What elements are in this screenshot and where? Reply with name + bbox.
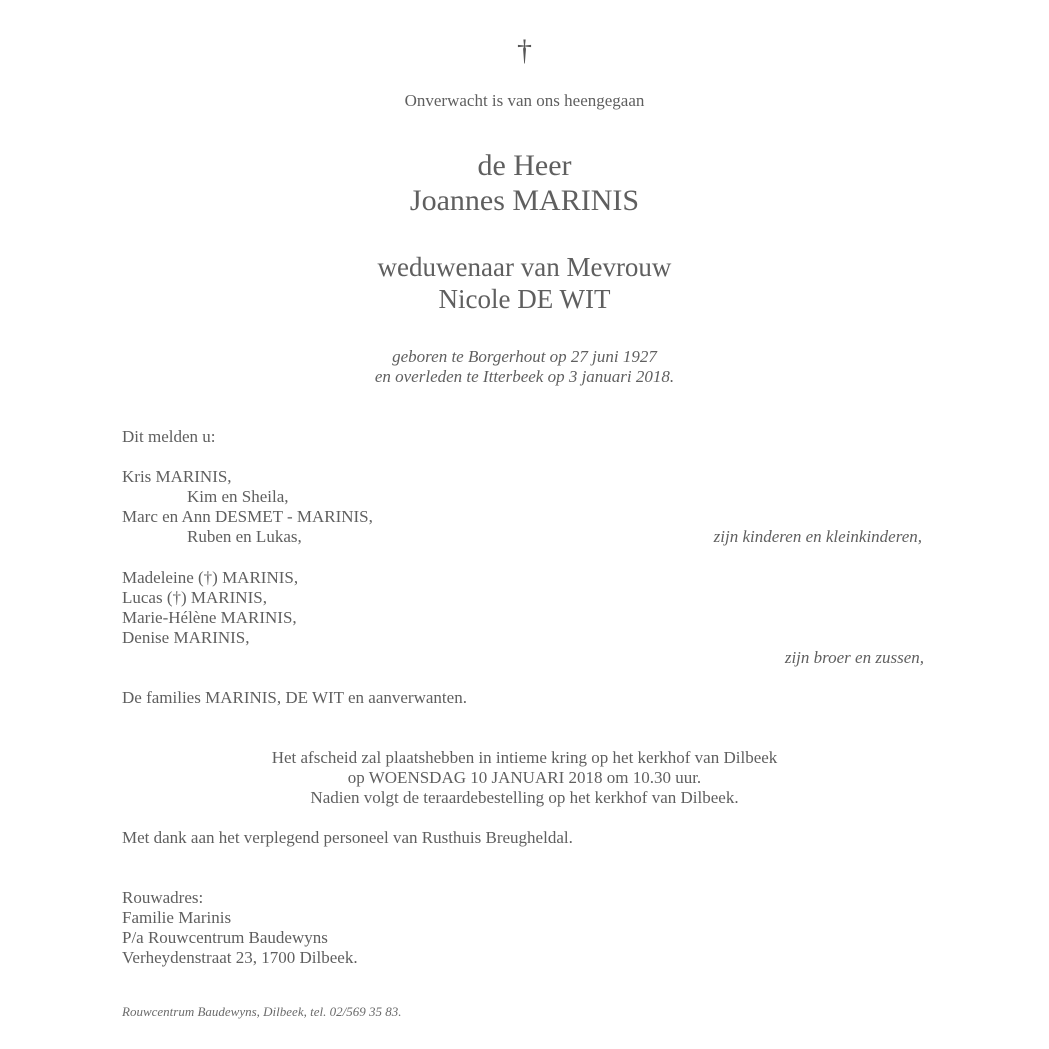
ceremony-line1: Het afscheid zal plaatshebben in intieme kring op het kerkhof van Dilbeek bbox=[271, 748, 778, 767]
grandchild-line: Kim en Sheila, bbox=[187, 487, 289, 506]
siblings-label: zijn broer en zussen, bbox=[784, 648, 924, 667]
cross-icon: † bbox=[517, 34, 532, 67]
widower-block bbox=[0, 251, 1049, 315]
ceremony-line2: op WOENSDAG 10 JANUARI 2018 om 10.30 uur. bbox=[347, 768, 702, 787]
intro-text: Onverwacht is van ons heengegaan bbox=[404, 91, 645, 110]
deceased-title: de Heer bbox=[477, 149, 572, 182]
deceased-block bbox=[0, 148, 1049, 218]
grandchild-line: Ruben en Lukas, bbox=[187, 527, 302, 546]
ceremony-line3: Nadien volgt de teraardebestelling op het kerkhof van Dilbeek. bbox=[310, 788, 739, 807]
ceremony-block bbox=[0, 748, 1049, 808]
child-line: Marc en Ann DESMET - MARINIS, bbox=[122, 507, 373, 526]
born-text: geboren te Borgerhout op 27 juni 1927 bbox=[392, 347, 657, 366]
address-line2: P/a Rouwcentrum Baudewyns bbox=[122, 928, 328, 947]
address-block bbox=[122, 888, 358, 968]
address-label: Rouwadres: bbox=[122, 888, 204, 907]
child-line: Kris MARINIS, bbox=[122, 467, 232, 486]
children-label: zijn kinderen en kleinkinderen, bbox=[713, 527, 922, 546]
announcement-intro: Dit melden u: bbox=[122, 427, 216, 446]
sibling-line: Marie-Hélène MARINIS, bbox=[122, 608, 297, 627]
dates-block bbox=[0, 347, 1049, 387]
sibling-line: Denise MARINIS, bbox=[122, 628, 250, 647]
widower-line2: Nicole DE WIT bbox=[438, 284, 611, 314]
sibling-line: Lucas (†) MARINIS, bbox=[122, 588, 267, 607]
address-line3: Verheydenstraat 23, 1700 Dilbeek. bbox=[122, 948, 358, 967]
deceased-name: Joannes MARINIS bbox=[409, 184, 640, 217]
thanks-line: Met dank aan het verplegend personeel van Rusthuis Breugheldal. bbox=[122, 828, 573, 847]
widower-line1: weduwenaar van Mevrouw bbox=[377, 252, 672, 282]
footer-text: Rouwcentrum Baudewyns, Dilbeek, tel. 02/569 35 83. bbox=[122, 1004, 402, 1019]
address-line1: Familie Marinis bbox=[122, 908, 232, 927]
sibling-line: Madeleine (†) MARINIS, bbox=[122, 568, 299, 587]
families-line: De families MARINIS, DE WIT en aanverwanten. bbox=[122, 688, 467, 707]
died-text: en overleden te Itterbeek op 3 januari 2018. bbox=[374, 367, 675, 386]
